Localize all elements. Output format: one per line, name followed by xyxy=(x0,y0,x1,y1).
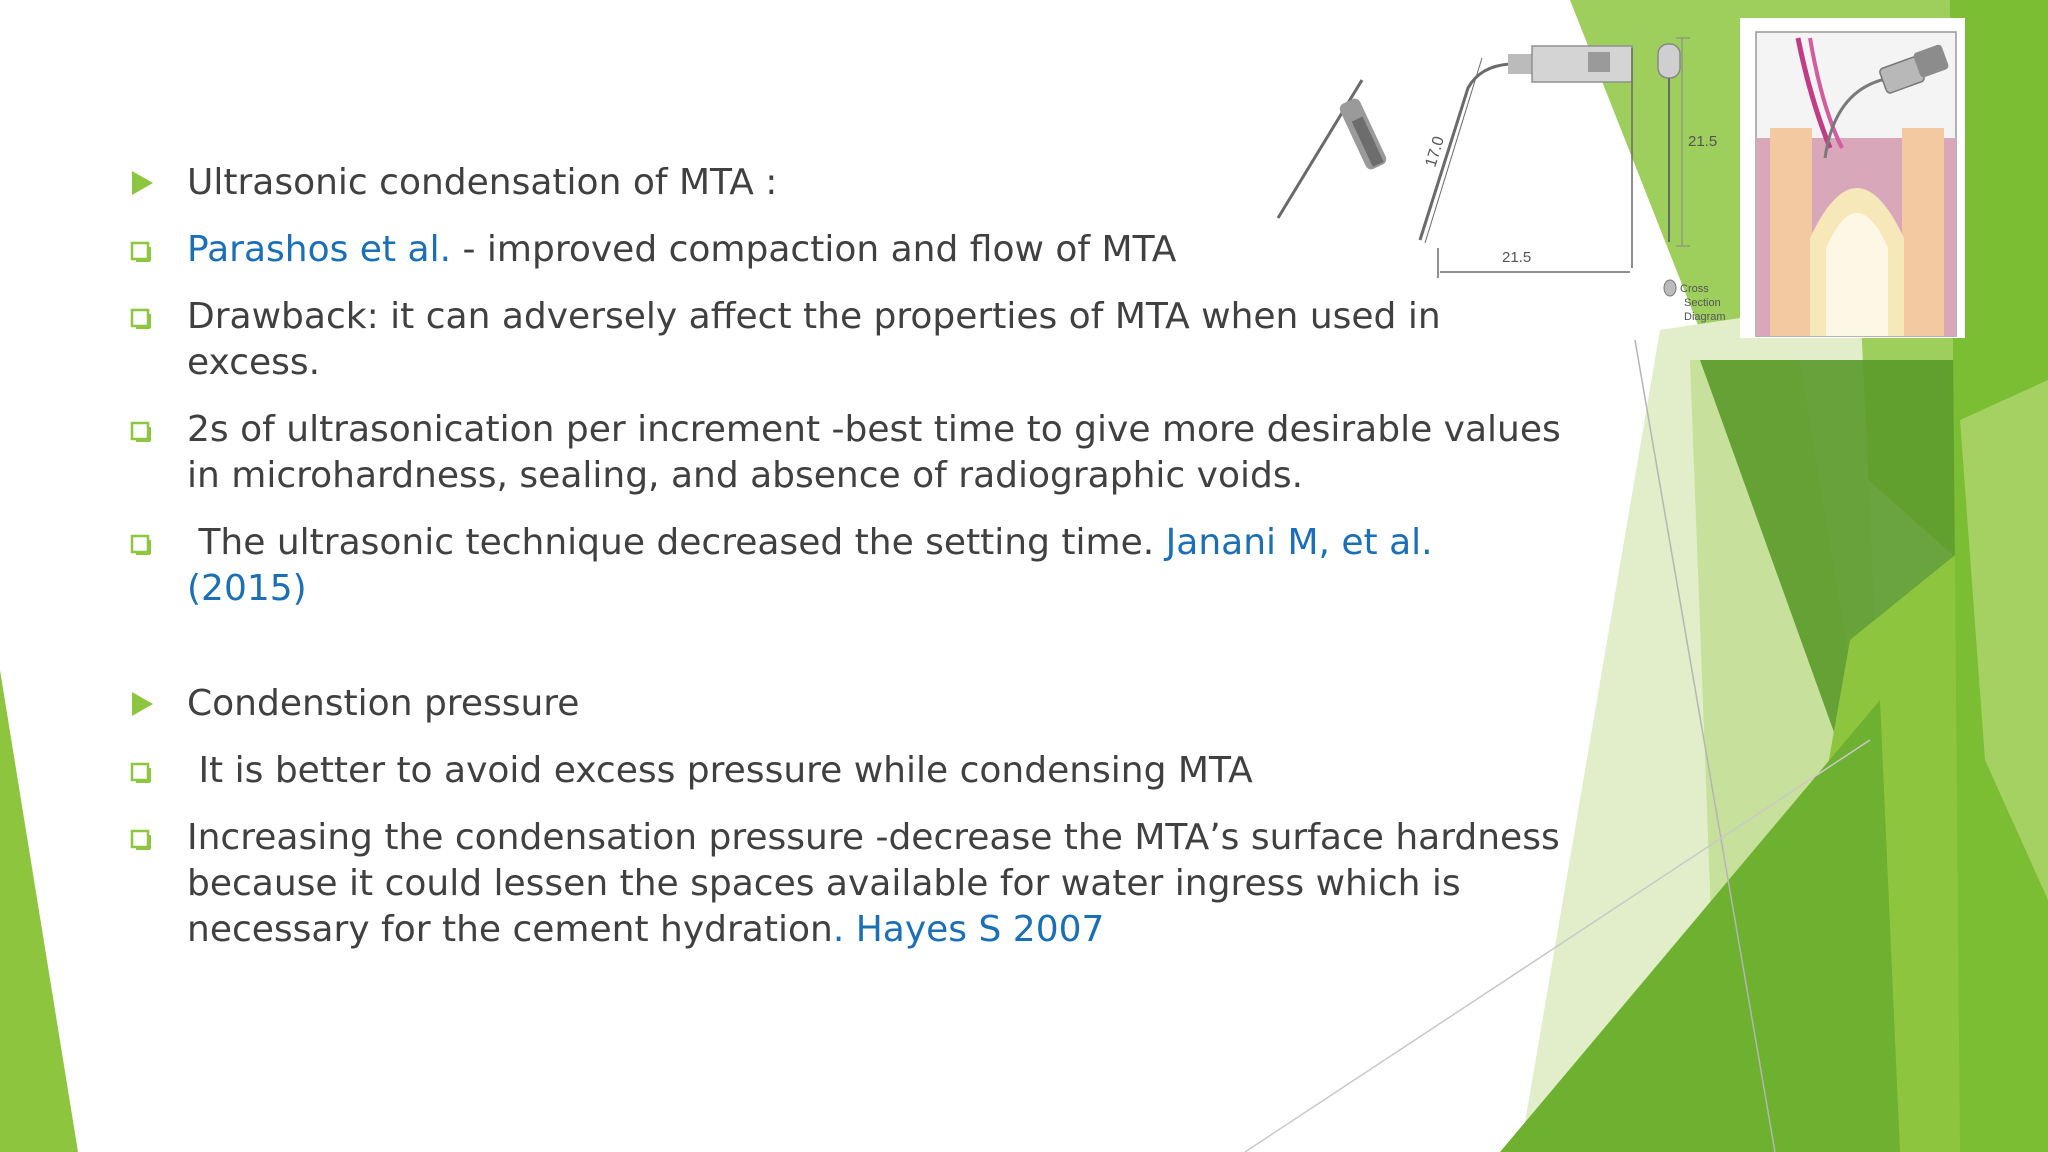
citation-dot: . xyxy=(832,909,856,950)
hollow-square-icon xyxy=(130,407,154,453)
bullet-condensation-heading xyxy=(130,681,1550,727)
dimension-17: 17.0 xyxy=(1422,134,1448,170)
triangle-right-icon xyxy=(130,681,154,727)
dimension-21-5-bottom: 21.5 xyxy=(1502,249,1532,266)
bullet-text: - improved compaction and flow of MTA xyxy=(451,229,1177,270)
hollow-square-icon xyxy=(130,294,154,340)
bullet-text: 2s of ultrasonication per increment -best time to give more desirable values in microhardness, sealing, and absence of radiographic voids. xyxy=(187,409,1561,496)
left-green-wedge xyxy=(0,670,78,1152)
citation-janani: Janani M, et al. (2015) xyxy=(187,522,1433,609)
triangle-right-icon xyxy=(130,160,154,206)
bullet-avoid-pressure xyxy=(130,748,1550,794)
side-profile-drawing xyxy=(1658,38,1690,296)
bullet-parashos xyxy=(130,227,1550,273)
legend-section: Section xyxy=(1684,297,1721,309)
bullet-ultrasonication-time xyxy=(130,407,1561,499)
legend-diagram: Diagram xyxy=(1684,311,1726,323)
bullet-text: Increasing the condensation pressure -decrease the MTA’s surface hardness because it could lessen the spaces available for water ingress which is necessary for the cement hydration xyxy=(187,817,1560,950)
hollow-square-icon xyxy=(130,520,154,566)
citation-hayes: Hayes S 2007 xyxy=(855,909,1105,950)
bullet-drawback xyxy=(130,294,1550,386)
dimension-21-5-side: 21.5 xyxy=(1688,133,1718,150)
bullet-text: Ultrasonic condensation of MTA : xyxy=(187,162,778,203)
bullet-setting-time xyxy=(130,520,1550,612)
bullet-ultrasonic-heading xyxy=(130,160,1550,206)
hollow-square-icon xyxy=(130,227,154,273)
hollow-square-icon xyxy=(130,748,154,794)
bullet-text: The ultrasonic technique decreased the setting time. xyxy=(187,522,1166,563)
bullet-text: Drawback: it can adversely affect the properties of MTA when used in excess. xyxy=(187,296,1441,383)
slide-body xyxy=(130,160,1561,974)
bullet-text: Condenstion pressure xyxy=(187,683,580,724)
legend-cross: Cross xyxy=(1680,283,1709,295)
bullet-text: It is better to avoid excess pressure while condensing MTA xyxy=(187,750,1253,791)
tooth-cross-section-drawing xyxy=(1740,18,1965,338)
hollow-square-icon xyxy=(130,815,154,861)
citation-parashos: Parashos et al. xyxy=(187,229,452,270)
bullet-pressure-hardness xyxy=(130,815,1560,953)
